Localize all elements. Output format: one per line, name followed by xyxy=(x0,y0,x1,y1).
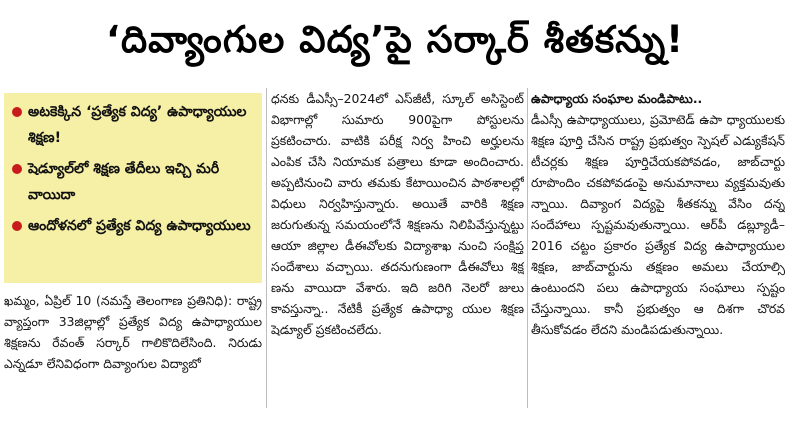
subheading: ఉపాధ్యాయ సంఘాల మండిపాటు.. xyxy=(531,91,703,106)
headline: ‘దివ్యాంగుల విద్య’పై సర్కార్ శీతకన్ను! xyxy=(105,18,685,61)
highlight-text: ఆందోళనలో ప్రత్యేక విద్య ఉపాధ్యాయులు xyxy=(28,218,251,234)
bullet-icon xyxy=(12,164,22,174)
highlights-box xyxy=(4,93,262,283)
article-paragraph: డీఎస్సీ ఉపాధ్యాయులు, ప్రమోటెడ్ ఉపా ధ్యాయులకు శిక్షణ పూర్తి చేసిన రాష్ట్ర ప్రభుత్వం స్పెషల్ ఎడ్యుకేషన్ టీచర్లకు శిక్షణ పూర్తిచేయకపోవడం, జాబ్‌చార్టు రూపొందిం చకపోవడంపై అనుమానాలు వ్యక్తమవుతు న్నాయి. దివ్యాంగ విద్యపై శీతకన్ను వేసిం దన్న సందేహాలు స్పష్టమవుతున్నాయి. ఆర్‌పీ డబ్ల్యూడీ–2016 చట్టం ప్రకారం ప్రత్యేక విద్య ఉపాధ్యాయుల శిక్షణ, జాబ్‌చార్టును తక్షణం అమలు చేయాల్సి ఉంటుందని పలు ఉపాధ్యాయ సంఘాలు స్పష్టం చేస్తున్నాయి. కానీ ప్రభుత్వం ఆ దిశగా చొరవ తీసుకోవడం లేదని మండిపడుతున్నాయి. xyxy=(531,112,785,337)
bullet-icon xyxy=(12,221,22,231)
highlight-item xyxy=(12,156,256,208)
article-column-middle xyxy=(271,88,524,406)
highlight-text: అటకెక్కిన ‘ప్రత్యేక విద్య’ ఉపాధ్యాయుల శిక్షణ! xyxy=(28,104,247,146)
article-column-right xyxy=(531,88,785,406)
article-column-left xyxy=(4,290,262,418)
article-paragraph: ఖమ్మం, ఏప్రిల్ 10 (నమస్తే తెలంగాణ ప్రతినిధి): రాష్ట్ర వ్యాప్తంగా 33జిల్లాల్లో ప్రత్యేక విద్య ఉపాధ్యాయుల శిక్షణను రేవంత్ సర్కార్ గాలికొదిలేసింది. నిరుడు ఎన్నడూ లేనివిధంగా దివ్యాంగుల విద్యాబో xyxy=(4,293,262,371)
article-paragraph: ధనకు డీఎస్సీ–2024లో ఎస్‌జీటీ, స్కూల్ అసిస్టెంట్ విభాగాల్లో సుమారు 900పైగా పోస్టులను ప్రకటించారు. వాటికి పరీక్ష నిర్వ హించి అర్హులను ఎంపిక చేసి నియామక పత్రాలు కూడా అందించారు. అప్పటినుంచి వారు తమకు కేటాయించిన పాఠశాలల్లో విధులు నిర్వహిస్తున్నారు. అయితే వారికి శిక్షణ జరుగుతున్న సమయంలోనే శిక్షణను నిలిపివేస్తున్నట్టు ఆయా జిల్లాల డీఈవోలకు విద్యాశాఖ నుంచి సంక్షిప్త సందేశాలు వచ్చాయి. తదనుగుణంగా డీఈవోలు శిక్ష ణను వాయిదా వేశారు. ఇది జరిగి నెలరో జులు కావస్తున్నా.. నేటికీ ప్రత్యేక ఉపాధ్యా యుల శిక్షణ షెడ్యూల్ ప్రకటించలేదు. xyxy=(271,91,524,337)
highlight-item xyxy=(12,213,256,239)
column-divider xyxy=(527,88,528,408)
highlight-item xyxy=(12,99,256,151)
bullet-icon xyxy=(12,107,22,117)
highlight-text: షెడ్యూల్‌లో శిక్షణ తేదీలు ఇచ్చి మరీ వాయిదా xyxy=(28,161,220,203)
column-divider xyxy=(266,88,267,408)
